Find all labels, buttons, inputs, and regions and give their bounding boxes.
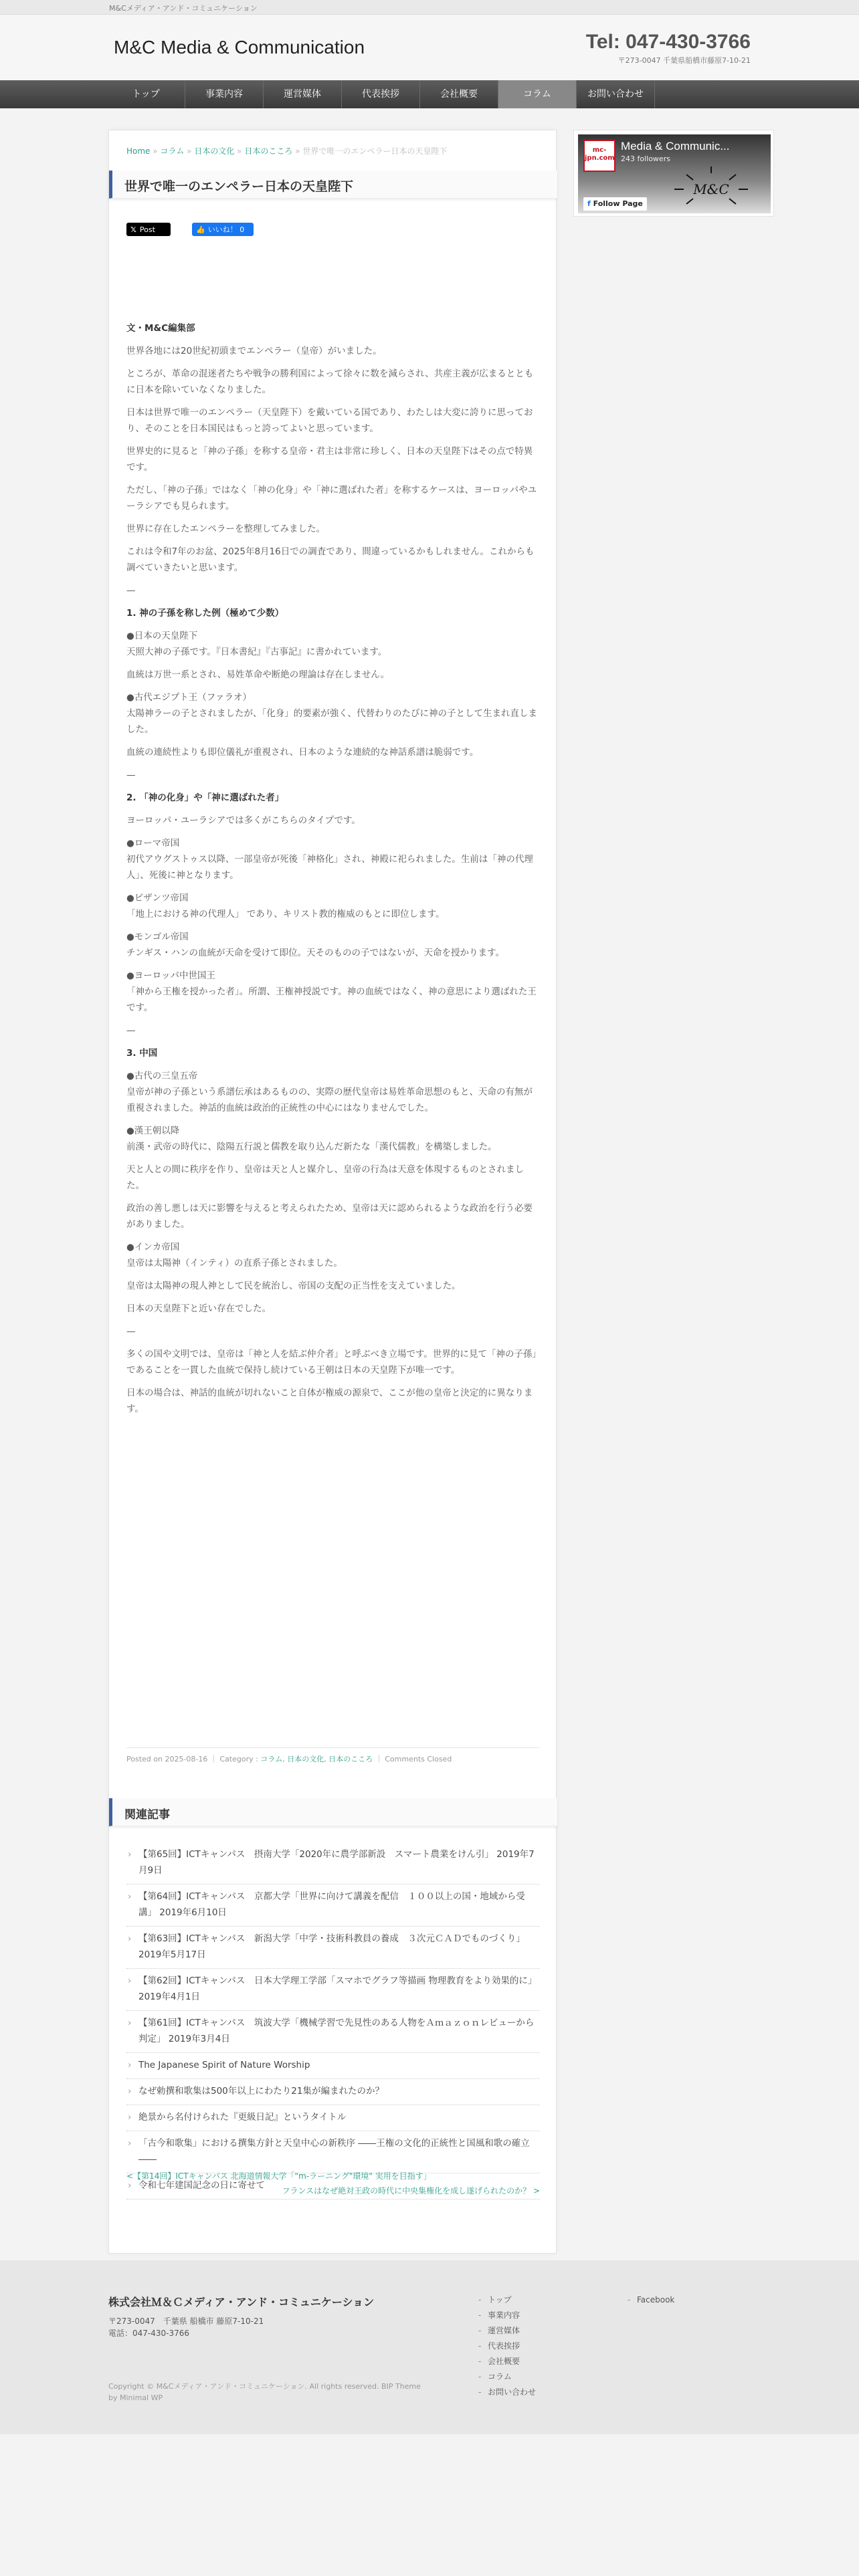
article-paragraph: 天と人との間に秩序を作り、皇帝は天と人と媒介し、皇帝の行為は天意を体現するものとされました。 [126,1164,524,1191]
breadcrumb-culture[interactable]: 日本の文化 [194,146,235,156]
next-post-link[interactable]: フランスはなぜ絶対王政の時代に中央集権化を成し遂げられたのか？ > [282,2186,540,2195]
related-item[interactable]: › 「古今和歌集」における撰集方針と天皇中心の新秩序 ――王権の文化的正統性と国風和歌の確立―― [126,2131,540,2173]
article-spacer [126,576,540,582]
related-item[interactable]: › 【第64回】ICTキャンパス 京都大学「世界に向けて講義を配信 １００以上の国・地域から受講」 2019年6月10日 [126,1885,540,1927]
prev-post-link[interactable]: <【第14回】ICTキャンパス 北海道情報大学「"m-ラーニング"環境" 実用を目指す」 [126,2171,432,2181]
article-spacer [126,922,540,929]
nav-item-top[interactable]: トップ [107,80,185,108]
footer-facebook-link[interactable]: - Facebook [628,2292,674,2308]
share-buttons [126,223,254,236]
category-heart[interactable]: 日本のこころ [328,1755,373,1763]
article-spacer [126,1016,540,1023]
facebook-page-name[interactable]: Media & Communic... [621,140,730,152]
article-paragraph: 皇帝が神の子孫という系譜伝承はあるものの、実際の歴代皇帝は易姓革命思想のもと、天命の有無が重視されました。神話的血統は政治的正統性の中心にはなりませんでした。 [126,1087,533,1113]
article-paragraph: ●ビザンツ帝国 [126,893,189,903]
posted-date: Posted on 2025-08-16 [126,1755,208,1763]
nav-item-contact[interactable]: お問い合わせ [577,80,655,108]
x-post-button[interactable] [126,223,171,236]
main-content [108,130,557,2254]
article-spacer [126,621,540,628]
article-spacer [126,398,540,405]
related-list [126,1842,540,2199]
article-spacer [126,475,540,482]
category-label: Category : [219,1755,258,1763]
article-paragraph: 血統の連続性よりも即位儀礼が重視され、日本のような連続的な神話系譜は脆弱です。 [126,747,479,758]
article-paragraph: 3. 中国 [126,1048,158,1059]
footer-nav-media[interactable]: - 運営媒体 [478,2323,536,2339]
breadcrumb-current: 世界で唯一のエンペラー日本の天皇陛下 [302,146,448,156]
like-label: いいね！ 0 [207,225,245,234]
article-paragraph: 1. 神の子孫を称した例（極めて少数） [126,608,284,619]
article-paragraph: 2. 「神の化身」や「神に選ばれた者」 [126,792,284,803]
copyright: Copyright © M&Cメディア・アンド・コミュニケーション. All rights reserved. BIP Theme by Minimal WP [108,2382,421,2402]
nav-item-company[interactable]: 会社概要 [420,80,498,108]
brand-logo [661,164,761,211]
article-paragraph: チンギス・ハンの血統が天命を受けて即位。天そのものの子ではないが、天命を授かります。 [126,948,504,958]
article-spacer [126,1317,540,1323]
breadcrumb-sep: » [295,146,300,156]
article-paragraph: 政治の善し悪しは天に影響を与えると考えられたため、皇帝は天に認められるような政治を行う必要がありました。 [126,1203,533,1230]
breadcrumb-sep: » [153,146,158,156]
article-spacer [126,1194,540,1200]
related-heading: 関連記事 [109,1798,557,1826]
footer-phone: 電話：047-430-3766 [108,2329,190,2338]
logo-rays-graphic [661,164,761,211]
related-item[interactable]: › 【第61回】ICTキャンパス 筑波大学「機械学習で先見性のある人物をＡｍａｚｏｎレビューから判定」 2019年3月4日 [126,2011,540,2053]
site-title[interactable]: M&C Media & Communication [114,37,365,58]
article-spacer [126,829,540,835]
article-spacer [126,806,540,813]
article-paragraph: これは令和7年のお盆、2025年8月16日での調査であり、間違っているかもしれません。これからも調べていきたいと思います。 [126,546,535,573]
article-spacer [126,1232,540,1239]
facebook-icon: f [587,199,591,208]
article-spacer [126,883,540,890]
related-item[interactable]: › 絶景から名付けられた『更級日記』というタイトル [126,2105,540,2131]
related-item[interactable]: › The Japanese Spirit of Nature Worship [126,2053,540,2079]
page-title: 世界で唯一のエンペラー日本の天皇陛下 [109,171,557,199]
post-navigation [126,2169,540,2198]
article-spacer [126,336,540,343]
breadcrumb [126,145,447,156]
article-spacer [126,359,540,366]
article-paragraph: 日本の天皇陛下と近い存在でした。 [126,1303,271,1314]
related-item[interactable]: › 【第65回】ICTキャンパス 摂南大学「2020年に農学部新設 スマート農業をけん引」 2019年7月9日 [126,1842,540,1885]
phone-number: Tel: 047-430-3766 [585,31,751,53]
article-paragraph: 初代アウグストゥス以降、一部皇帝が死後「神格化」され、神殿に祀られました。生前は「神の代理人」、死後に神となります。 [126,854,533,881]
post-meta: Posted on 2025-08-16 ｜ Category : コラム, 日本の文化, 日本のこころ ｜ Comments Closed [126,1747,540,1764]
article-spacer [126,1116,540,1123]
x-post-label: Post [139,225,155,234]
article-spacer [126,514,540,521]
facebook-follower-count: 243 followers [621,154,670,163]
article-paragraph: 世界各地には20世紀初頭までエンペラー（皇帝）がいました。 [126,346,382,356]
nav-item-services[interactable]: 事業内容 [185,80,264,108]
article-spacer [126,437,540,443]
article-paragraph: 皇帝は太陽神の現人神として民を統治し、帝国の支配の正当性を支えていました。 [126,1281,461,1291]
related-item[interactable]: › なぜ勅撰和歌集は500年以上にわたり21集が編まれたのか？ [126,2079,540,2105]
footer-address [108,2315,264,2339]
footer-nav-column[interactable]: - コラム [478,2369,536,2385]
footer-nav-company[interactable]: - 会社概要 [478,2354,536,2369]
top-tagline: M&Cメディア・アンド・コミュニケーション [0,0,859,15]
article-paragraph: 日本の場合は、神話的血統が切れないこと自体が権威の源泉で、ここが他の皇帝と決定的に異なります。 [126,1388,533,1414]
article-paragraph: 前漢・武帝の時代に、陰陽五行説と儒教を取り込んだ新たな「漢代儒教」を構築しました。 [126,1142,497,1152]
facebook-follow-button[interactable] [583,197,647,211]
logo-text: M&C [693,181,729,197]
x-icon: 𝕏 [130,225,136,234]
breadcrumb-column[interactable]: コラム [160,146,185,156]
site-header [0,15,859,80]
article-paragraph: 世界史的に見ると「神の子孫」を称する皇帝・君主は非常に珍しく、日本の天皇陛下はその点で特異です。 [126,446,533,473]
header-address: 〒273-0047 千葉県船橋市藤原7-10-21 [617,56,751,65]
article-spacer [126,1339,540,1346]
article-paragraph: ●古代の三皇五帝 [126,1071,198,1081]
article-spacer [126,537,540,544]
article-paragraph: — [126,585,136,596]
related-item[interactable]: › 【第62回】ICTキャンパス 日本大学理工学部「スマホでグラフ等描画 物理教育をより効果的に」 2019年4月1日 [126,1969,540,2011]
article-paragraph: ヨーロッパ・ユーラシアでは多くがこちらのタイプです。 [126,815,361,826]
nav-item-greeting[interactable]: 代表挨拶 [342,80,420,108]
facebook-page-widget[interactable] [578,134,771,213]
article-spacer [126,599,540,605]
article-paragraph: ただし、「神の子孫」ではなく「神の化身」や「神に選ばれた者」を称するケースは、ヨーロッパやユーラシアでも見られます。 [126,485,537,512]
article-spacer [126,1039,540,1045]
article-paragraph: ●漢王朝以降 [126,1125,180,1136]
article-body [126,320,540,1417]
breadcrumb-sep: » [237,146,242,156]
category-column[interactable]: コラム [260,1755,283,1763]
facebook-page-thumbnail[interactable]: mc-jpn.com [583,140,615,172]
facebook-like-button[interactable] [192,223,254,236]
article-paragraph: 日本は世界で唯一のエンペラー（天皇陛下）を戴いている国であり、わたしは大変に誇りに思っており、そのことを日本国民はもっと誇ってよいと思っています。 [126,407,533,434]
article-paragraph: 皇帝は太陽神（インティ）の直系子孫とされました。 [126,1258,343,1269]
article-spacer [126,660,540,667]
breadcrumb-heart[interactable]: 日本のこころ [244,146,293,156]
article-spacer [126,783,540,790]
footer-nav-services[interactable]: - 事業内容 [478,2308,536,2323]
footer-company-name: 株式会社Ｍ＆Ｃメディア・アンド・コミュニケーション [108,2296,375,2309]
article-spacer [126,1294,540,1301]
comments-status: Comments Closed [385,1755,452,1763]
breadcrumb-sep: » [187,146,192,156]
article-paragraph: 「地上における神の代理人」 であり、キリスト教的権威のもとに即位します。 [126,909,445,920]
article-paragraph: — [126,1326,136,1337]
breadcrumb-home[interactable]: Home [126,146,151,156]
article-paragraph: — [126,770,136,780]
article-spacer [126,1061,540,1068]
site-footer [0,2260,859,2434]
article-paragraph: 世界に存在したエンペラーを整理してみました。 [126,524,325,534]
article-paragraph: — [126,1025,136,1036]
article-paragraph: ●古代エジプト王（ファラオ） [126,692,252,703]
article-spacer [126,1378,540,1385]
article-paragraph: ●日本の天皇陛下 [126,631,198,641]
article-paragraph: ●モンゴル帝国 [126,932,189,942]
nav-item-media[interactable]: 運営媒体 [264,80,342,108]
article-spacer [126,1271,540,1278]
article-paragraph: 血統は万世一系とされ、易姓革命や断絶の理論は存在しません。 [126,669,390,680]
related-item[interactable]: › 令和七年建国記念の日に寄せて [126,2173,540,2199]
article-spacer [126,683,540,689]
sidebar [573,130,774,217]
article-spacer [126,961,540,968]
article-paragraph: ところが、革命の混迷者たちや戦争の勝利国によって徐々に数を減らされ、共産主義が広まるとともに日本を除いていなくなりました。 [126,368,534,395]
footer-nav [478,2292,536,2400]
article-spacer [126,760,540,767]
article-spacer [126,738,540,744]
article-paragraph: 天照大神の子孫です。『日本書紀』『古事記』に書かれています。 [126,647,387,657]
footer-nav-contact[interactable]: - お問い合わせ [478,2385,536,2400]
thumbs-up-icon: 👍 [196,225,205,234]
category-culture[interactable]: 日本の文化 [287,1755,324,1763]
article-paragraph: 多くの国や文明では、皇帝は「神と人を結ぶ仲介者」と呼ぶべき立場です。世界的に見て「神の子孫」であることを一貫した血統で保持し続けている王朝は日本の天皇陛下が唯一です。 [126,1349,537,1376]
related-item[interactable]: › 【第63回】ICTキャンパス 新潟大学「中学・技術科教員の養成 ３次元ＣＡＤでものづくり」 2019年5月17日 [126,1927,540,1969]
follow-label: Follow Page [593,199,643,208]
footer-postal: 〒273-0047 千葉県 船橋市 藤原7-10-21 [108,2317,264,2326]
article-spacer [126,1155,540,1162]
footer-nav-greeting[interactable]: - 代表挨拶 [478,2339,536,2354]
article-paragraph: 「神から王権を授かった者」。所謂、王権神授説です。神の血統ではなく、神の意思により選ばれた王です。 [126,986,537,1013]
article-paragraph: ●ローマ帝国 [126,838,180,849]
nav-item-column[interactable]: コラム [498,80,577,108]
article-paragraph: ●インカ帝国 [126,1242,180,1253]
article-paragraph: 文・M&C編集部 [126,323,195,334]
footer-nav-top[interactable]: - トップ [478,2292,536,2308]
main-nav [0,80,859,108]
article-paragraph: ●ヨーロッパ中世国王 [126,970,216,981]
article-paragraph: 太陽神ラーの子とされましたが、「化身」的要素が強く、代替わりのたびに神の子として生まれ直しました。 [126,708,537,735]
